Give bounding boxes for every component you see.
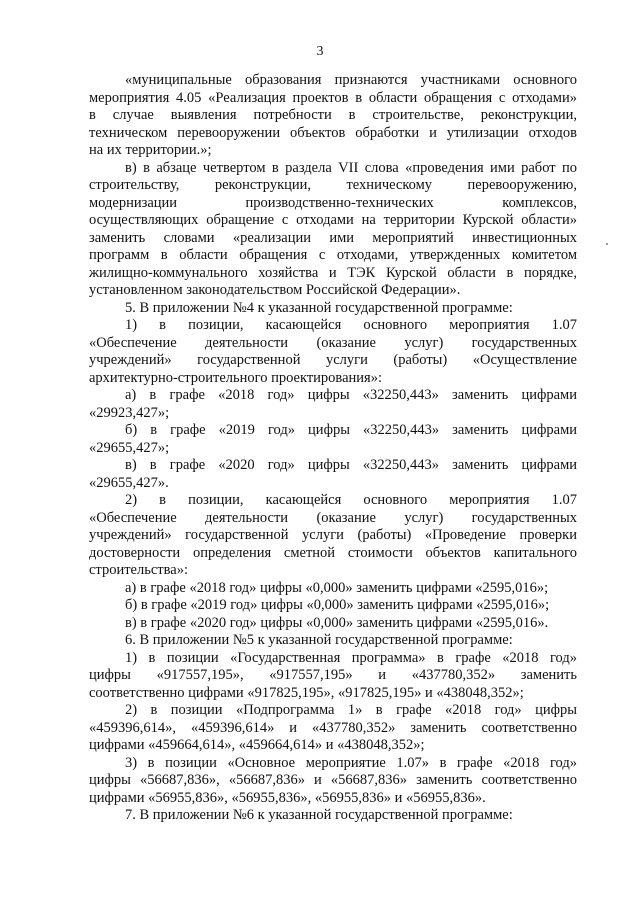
- text-line: строительства»:: [89, 562, 188, 578]
- text-line: 1) в позиции, касающейся основного мероприятия 1.07: [125, 317, 577, 333]
- text-line: 6. В приложении №5 к указанной государственной программе:: [125, 632, 513, 648]
- text-line: установленном законодательством Российской Федерации».: [89, 282, 461, 298]
- text-line: 7. В приложении №6 к указанной государственной программе:: [125, 807, 513, 823]
- text-line: 3) в позиции «Основное мероприятие 1.07» в графе «2018 год»: [125, 754, 577, 771]
- page-number: 3: [316, 44, 324, 59]
- text-line: архитектурно-строительного проектирования»:: [89, 369, 382, 386]
- text-line: 2) в позиции «Подпрограмма 1» в графе «2018 год» цифры: [125, 702, 577, 718]
- text-line: а) в графе «2018 год» цифры «0,000» заменить цифрами «2595,016»;: [125, 579, 549, 596]
- text-line: 2) в позиции, касающейся основного мероприятия 1.07: [125, 492, 577, 508]
- text-line: б) в графе «2019 год» цифры «32250,443» заменить цифрами: [125, 422, 577, 438]
- text-line: цифры «56687,836», «56687,836» и «56687,836» заменить соответственно: [89, 772, 577, 788]
- text-line: «29655,427».: [89, 474, 169, 491]
- text-line: «459396,614», «459396,614» и «437780,352» заменить соответственно: [89, 719, 577, 736]
- text-line: б) в графе «2019 год» цифры «0,000» заменить цифрами «2595,016»;: [125, 597, 550, 613]
- text-line: программ в области обращения с отходами, утвержденных комитетом: [89, 247, 577, 263]
- text-line: а) в графе «2018 год» цифры «32250,443» заменить цифрами: [125, 387, 577, 403]
- text-line: «Обеспечение деятельности (оказание услуг) государственных: [89, 509, 577, 526]
- text-line: «муниципальные образования признаются участниками основного: [125, 72, 577, 88]
- text-line: в) в абзаце четвертом в раздела VII слова «проведения ими работ по: [125, 159, 577, 176]
- text-line: соответственно цифрами «917825,195», «917825,195» и «438048,352»;: [89, 684, 524, 701]
- text-line: цифры «917557,195», «917557,195» и «437780,352» заменить: [89, 667, 577, 683]
- text-line: достоверности определения сметной стоимости объектов капитального: [89, 544, 577, 561]
- text-line: модернизации производственно-технических комплексов,: [89, 194, 577, 211]
- text-line: мероприятия 4.05 «Реализация проектов в области обращения с отходами»: [89, 89, 577, 106]
- document-body: [89, 72, 577, 825]
- text-line: на их территории.»;: [89, 142, 212, 158]
- text-line: в) в графе «2020 год» цифры «0,000» заменить цифрами «2595,016».: [125, 614, 549, 631]
- text-line: в) в графе «2020 год» цифры «32250,443» заменить цифрами: [125, 457, 577, 473]
- text-line: «29655,427»;: [89, 439, 170, 456]
- text-line: 1) в позиции «Государственная программа» в графе «2018 год»: [125, 649, 577, 666]
- text-line: жилищно-коммунального хозяйства и ТЭК Курской области в порядке,: [89, 264, 577, 281]
- text-line: цифрами «56955,836», «56955,836», «56955,836» и «56955,836».: [89, 789, 486, 806]
- text-line: заменить словами «реализации ими мероприятий инвестиционных: [89, 229, 577, 246]
- text-line: в случае выявления потребности в строительстве, реконструкции,: [89, 107, 577, 123]
- text-line: учреждений» государственной услуги (работы) «Осуществление: [89, 352, 577, 368]
- text-line: цифрами «459664,614», «459664,614» и «438048,352»;: [89, 737, 425, 753]
- text-line: «Обеспечение деятельности (оказание услуг) государственных: [89, 334, 577, 351]
- text-line: техническом перевооружении объектов обработки и утилизации отходов: [89, 124, 577, 141]
- scan-speck: [606, 243, 608, 245]
- text-line: осуществляющих обращение с отходами на территории Курской области»: [89, 212, 577, 228]
- text-line: «29923,427»;: [89, 404, 170, 421]
- text-line: учреждений» государственной услуги (работы) «Проведение проверки: [89, 527, 577, 543]
- text-line: строительству, реконструкции, техническому перевооружению,: [89, 177, 577, 193]
- text-line: 5. В приложении №4 к указанной государственной программе:: [125, 299, 513, 316]
